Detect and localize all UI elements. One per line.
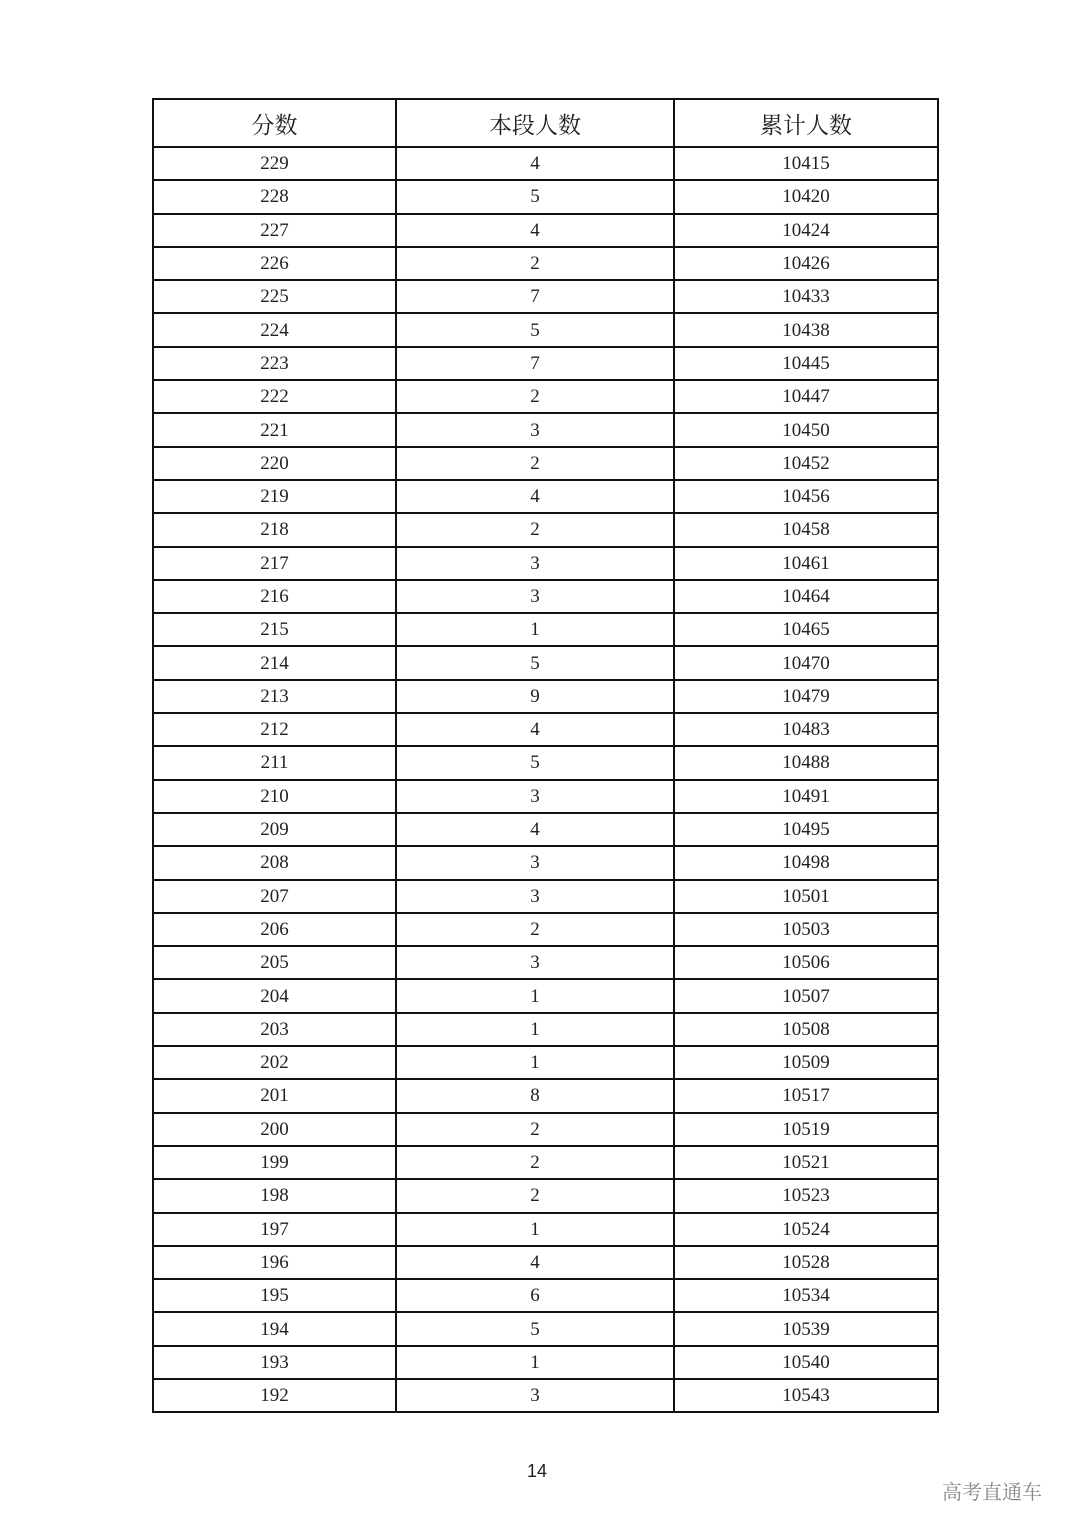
cell-segment-count: 5 [396,313,674,346]
cell-score: 213 [153,680,396,713]
cell-cumulative-count: 10450 [674,413,938,446]
cell-score: 204 [153,979,396,1012]
cell-cumulative-count: 10458 [674,513,938,546]
table-row [153,1346,938,1379]
header-cumulative-count: 累计人数 [674,99,938,147]
cell-score: 221 [153,413,396,446]
cell-score: 207 [153,880,396,913]
table-row [153,1046,938,1079]
cell-segment-count: 1 [396,1346,674,1379]
watermark: 高考直通车 [942,1480,1042,1504]
table-row [153,813,938,846]
cell-segment-count: 2 [396,380,674,413]
table-row [153,347,938,380]
cell-cumulative-count: 10495 [674,813,938,846]
cell-segment-count: 4 [396,713,674,746]
cell-segment-count: 5 [396,180,674,213]
table-row [153,580,938,613]
cell-segment-count: 3 [396,580,674,613]
cell-segment-count: 4 [396,147,674,180]
cell-cumulative-count: 10433 [674,280,938,313]
cell-score: 202 [153,1046,396,1079]
cell-cumulative-count: 10426 [674,247,938,280]
table-row [153,413,938,446]
cell-score: 222 [153,380,396,413]
page-number: 14 [527,1461,548,1481]
cell-cumulative-count: 10470 [674,646,938,679]
cell-score: 211 [153,746,396,779]
cell-score: 228 [153,180,396,213]
cell-cumulative-count: 10488 [674,746,938,779]
cell-segment-count: 1 [396,979,674,1012]
table-row [153,547,938,580]
cell-cumulative-count: 10523 [674,1179,938,1212]
table-row [153,880,938,913]
cell-segment-count: 9 [396,680,674,713]
cell-score: 223 [153,347,396,380]
cell-segment-count: 3 [396,880,674,913]
table-row [153,946,938,979]
cell-cumulative-count: 10501 [674,880,938,913]
cell-score: 201 [153,1079,396,1112]
table-row [153,1179,938,1212]
cell-segment-count: 2 [396,513,674,546]
cell-score: 208 [153,846,396,879]
cell-cumulative-count: 10540 [674,1346,938,1379]
table-row [153,613,938,646]
cell-segment-count: 8 [396,1079,674,1112]
cell-segment-count: 2 [396,247,674,280]
table-row [153,1379,938,1412]
cell-segment-count: 3 [396,1379,674,1412]
cell-cumulative-count: 10479 [674,680,938,713]
table-row [153,214,938,247]
cell-cumulative-count: 10534 [674,1279,938,1312]
cell-score: 197 [153,1213,396,1246]
table-row [153,1213,938,1246]
cell-segment-count: 1 [396,1213,674,1246]
cell-segment-count: 3 [396,780,674,813]
table-row [153,147,938,180]
cell-score: 214 [153,646,396,679]
score-distribution-table [152,98,939,1413]
table-row [153,646,938,679]
table-row [153,746,938,779]
table-row [153,513,938,546]
table-row [153,780,938,813]
cell-segment-count: 2 [396,1179,674,1212]
cell-segment-count: 2 [396,447,674,480]
cell-cumulative-count: 10424 [674,214,938,247]
cell-cumulative-count: 10445 [674,347,938,380]
cell-cumulative-count: 10491 [674,780,938,813]
cell-segment-count: 4 [396,480,674,513]
table-row [153,846,938,879]
cell-segment-count: 2 [396,1146,674,1179]
cell-score: 193 [153,1346,396,1379]
cell-score: 212 [153,713,396,746]
cell-score: 199 [153,1146,396,1179]
cell-score: 203 [153,1013,396,1046]
cell-segment-count: 5 [396,746,674,779]
cell-cumulative-count: 10447 [674,380,938,413]
cell-cumulative-count: 10438 [674,313,938,346]
table-row [153,1246,938,1279]
cell-segment-count: 1 [396,1013,674,1046]
cell-segment-count: 4 [396,1246,674,1279]
cell-cumulative-count: 10517 [674,1079,938,1112]
cell-cumulative-count: 10528 [674,1246,938,1279]
cell-cumulative-count: 10420 [674,180,938,213]
cell-cumulative-count: 10498 [674,846,938,879]
table-header-row [153,99,938,147]
cell-segment-count: 4 [396,214,674,247]
table-row [153,1013,938,1046]
cell-cumulative-count: 10524 [674,1213,938,1246]
cell-segment-count: 3 [396,413,674,446]
cell-score: 229 [153,147,396,180]
cell-score: 196 [153,1246,396,1279]
cell-score: 205 [153,946,396,979]
cell-segment-count: 3 [396,946,674,979]
cell-segment-count: 1 [396,613,674,646]
cell-cumulative-count: 10508 [674,1013,938,1046]
cell-score: 219 [153,480,396,513]
table-row [153,1079,938,1112]
cell-segment-count: 5 [396,646,674,679]
cell-score: 194 [153,1312,396,1345]
cell-score: 216 [153,580,396,613]
cell-score: 195 [153,1279,396,1312]
table-row [153,680,938,713]
cell-segment-count: 7 [396,280,674,313]
cell-cumulative-count: 10464 [674,580,938,613]
cell-cumulative-count: 10519 [674,1113,938,1146]
cell-score: 226 [153,247,396,280]
cell-cumulative-count: 10507 [674,979,938,1012]
cell-cumulative-count: 10483 [674,713,938,746]
table-row [153,447,938,480]
table-row [153,1146,938,1179]
cell-cumulative-count: 10506 [674,946,938,979]
cell-segment-count: 4 [396,813,674,846]
cell-score: 217 [153,547,396,580]
cell-segment-count: 6 [396,1279,674,1312]
cell-segment-count: 2 [396,913,674,946]
cell-score: 227 [153,214,396,247]
cell-segment-count: 1 [396,1046,674,1079]
cell-cumulative-count: 10461 [674,547,938,580]
table-row [153,1312,938,1345]
cell-score: 210 [153,780,396,813]
cell-score: 225 [153,280,396,313]
table-row [153,713,938,746]
table-row [153,380,938,413]
cell-segment-count: 7 [396,347,674,380]
table-row [153,480,938,513]
cell-cumulative-count: 10539 [674,1312,938,1345]
header-segment-count: 本段人数 [396,99,674,147]
table-row [153,313,938,346]
cell-cumulative-count: 10503 [674,913,938,946]
cell-score: 198 [153,1179,396,1212]
table-row [153,180,938,213]
cell-score: 192 [153,1379,396,1412]
cell-score: 206 [153,913,396,946]
table-row [153,280,938,313]
table-row [153,247,938,280]
table-row [153,979,938,1012]
cell-segment-count: 5 [396,1312,674,1345]
cell-score: 200 [153,1113,396,1146]
table-row [153,1113,938,1146]
cell-segment-count: 2 [396,1113,674,1146]
cell-score: 224 [153,313,396,346]
cell-score: 220 [153,447,396,480]
cell-score: 218 [153,513,396,546]
cell-segment-count: 3 [396,547,674,580]
cell-score: 215 [153,613,396,646]
cell-cumulative-count: 10456 [674,480,938,513]
cell-segment-count: 3 [396,846,674,879]
cell-cumulative-count: 10452 [674,447,938,480]
table-row [153,913,938,946]
cell-cumulative-count: 10543 [674,1379,938,1412]
cell-cumulative-count: 10521 [674,1146,938,1179]
cell-cumulative-count: 10415 [674,147,938,180]
table-row [153,1279,938,1312]
header-score: 分数 [153,99,396,147]
cell-cumulative-count: 10465 [674,613,938,646]
table-body [153,147,938,1412]
cell-cumulative-count: 10509 [674,1046,938,1079]
cell-score: 209 [153,813,396,846]
